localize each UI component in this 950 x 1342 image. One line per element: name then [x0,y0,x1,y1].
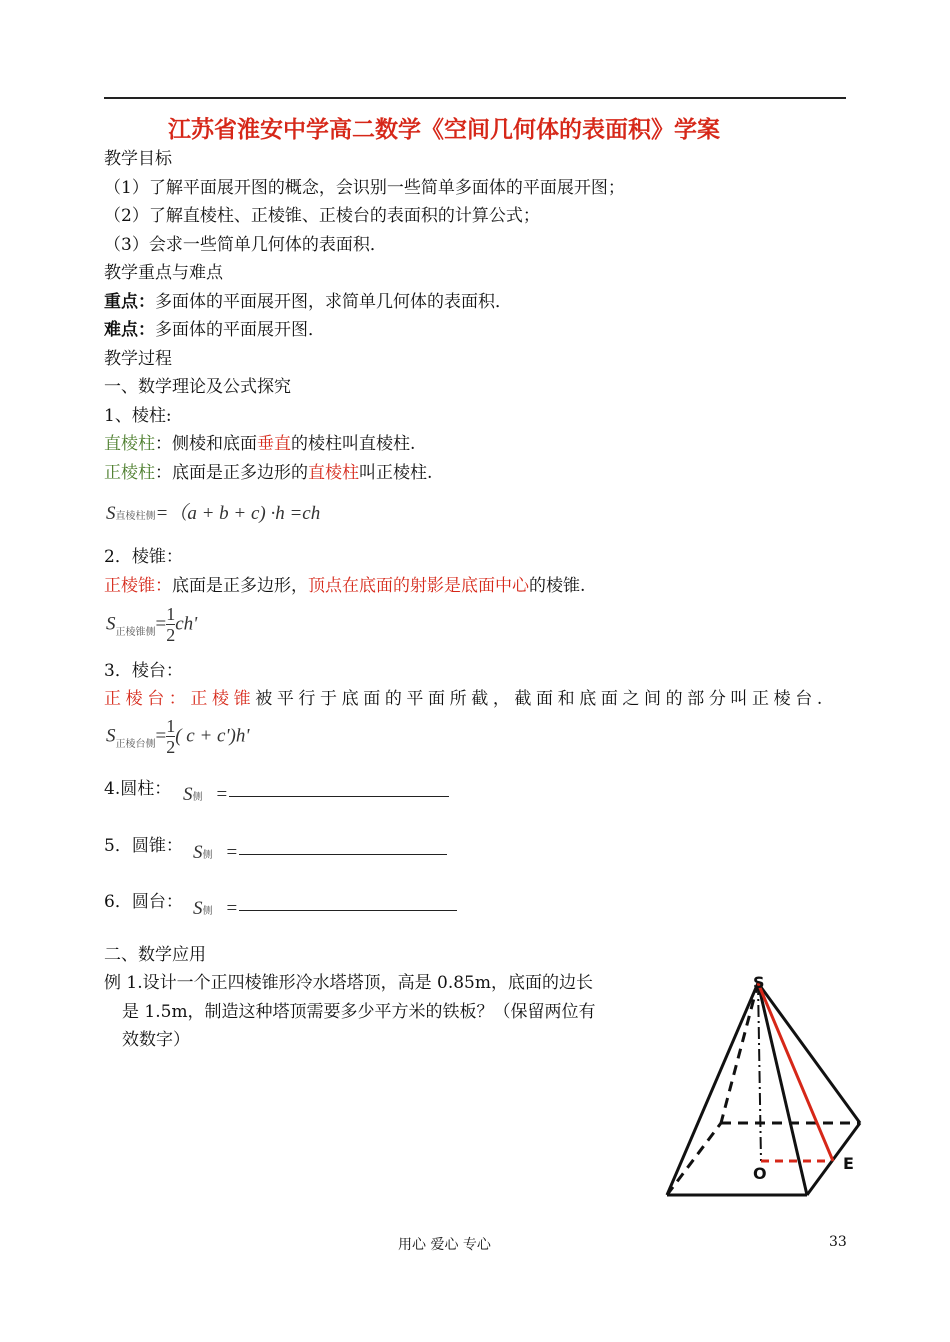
page-title: 江苏省淮安中学高二数学《空间几何体的表面积》学案 [168,116,720,143]
label-O: O [753,1164,767,1183]
fraction-numerator: 1 [166,604,176,624]
cone-label: 5．圆锥： [104,836,183,856]
difficulty-text: 多面体的平面展开图． [155,320,325,340]
pyramid-figure [655,965,875,1205]
formula-pyramid-S: S [106,613,116,635]
regular-prism-key: 直棱柱 [308,463,359,483]
formula-pyramid-eq: = [155,613,167,635]
cylinder-blank[interactable] [229,795,449,797]
prism-heading: 1、棱柱: [104,406,172,426]
cylinder-S: S [183,784,193,805]
example-line-3: 效数字） [122,1030,190,1050]
formula-prism-S: S [106,503,116,524]
cylinder-label: 4.圆柱： [104,779,172,799]
difficulty-line [104,319,325,341]
application-heading: 二、数学应用 [104,945,206,965]
pyramid-key: 顶点在底面的射影是底面中心 [308,576,529,596]
cone-eq: = [226,842,238,863]
frustum-cone-S: S [193,898,203,919]
frustum-cone-label: 6．圆台： [104,892,183,912]
section1-heading: 一、数学理论及公式探究 [104,377,291,397]
right-prism-text: ：侧棱和底面 [155,434,257,454]
right-prism-key: 垂直 [257,434,291,454]
formula-prism-sub: 直棱柱侧 [115,511,156,522]
formula-frustum-sub: 正棱台侧 [115,738,156,750]
pyramid-text-end: 的棱锥. [529,576,586,596]
formula-frustum-eq: = [155,725,167,747]
label-E: E [843,1154,854,1173]
frustum-cone-blank[interactable] [239,909,457,911]
cylinder-eq: = [216,784,228,805]
frustum-def [104,688,827,710]
goal-item-1: （1）了解平面展开图的概念，会识别一些简单多面体的平面展开图； [104,178,625,198]
cone-formula [193,842,447,864]
frustum-text: 被平行于底面的平面所截，截面和底面之间的部分叫正棱台. [255,689,827,709]
top-rule [104,97,846,99]
page-number: 33 [829,1234,847,1250]
difficulty-label: 难点： [104,320,155,340]
right-prism-text-end: 的棱柱叫直棱柱. [291,434,416,454]
cylinder-formula [183,784,449,806]
regular-prism-text: ：底面是正多边形的 [155,463,308,483]
example-line-1: 例 1.设计一个正四棱锥形冷水塔塔顶，高是 0.85m，底面的边长 [104,973,593,993]
pyramid-term: 正棱锥： [104,576,172,596]
pyramid-text: 底面是正多边形， [172,576,308,596]
process-heading: 教学过程 [104,349,172,369]
frustum-term-2: 正棱锥 [190,689,256,709]
focus-text: 多面体的平面展开图，求简单几何体的表面积． [155,292,512,312]
formula-frustum-S: S [106,725,116,747]
goals-heading: 教学目标 [104,149,172,169]
cone-sub: 侧 [202,850,213,861]
key-points-heading: 教学重点与难点 [104,263,223,283]
fraction-half-2 [166,716,175,757]
height-line [758,983,761,1161]
frustum-cone-eq: = [226,898,238,919]
formula-prism-rhs: =（a + b + c) ·h =ch [155,503,321,524]
formula-pyramid [106,604,197,645]
cone-blank[interactable] [239,853,447,855]
formula-pyramid-tail: ch' [175,613,198,635]
fraction-numerator-2: 1 [166,716,176,736]
frustum-term: 正棱台： [104,689,191,709]
pyramid-def [104,575,585,597]
formula-prism [106,498,320,525]
regular-prism-text-end: 叫正棱柱. [359,463,433,483]
focus-line [104,291,512,313]
frustum-cone-sub: 侧 [202,906,213,917]
cone-S: S [193,842,203,863]
goal-item-3: （3）会求一些简单几何体的表面积． [104,235,387,255]
fraction-denominator-2: 2 [166,737,176,757]
footer-motto: 用心 爱心 专心 [398,1237,491,1253]
fraction-half [166,604,175,645]
label-S: S [753,973,765,992]
edge-S-front-left [667,983,758,1195]
frustum-heading: 3．棱台： [104,661,183,681]
cylinder-sub: 侧 [192,792,203,803]
goal-item-2: （2）了解直棱柱、正棱锥、正棱台的表面积的计算公式； [104,206,540,226]
regular-prism-def [104,462,432,484]
right-prism-term: 直棱柱 [104,434,155,454]
frustum-cone-formula [193,898,457,920]
formula-pyramid-sub: 正棱锥侧 [115,626,156,638]
fraction-denominator: 2 [166,625,176,645]
focus-label: 重点： [104,292,155,312]
formula-frustum [106,716,249,757]
regular-prism-term: 正棱柱 [104,463,155,483]
right-prism-def [104,433,415,455]
formula-frustum-tail: ( c + c')h' [175,725,250,747]
example-line-2: 是 1.5m，制造这种塔顶需要多少平方米的铁板？（保留两位有 [122,1002,596,1022]
pyramid-heading: 2．棱锥： [104,547,183,567]
